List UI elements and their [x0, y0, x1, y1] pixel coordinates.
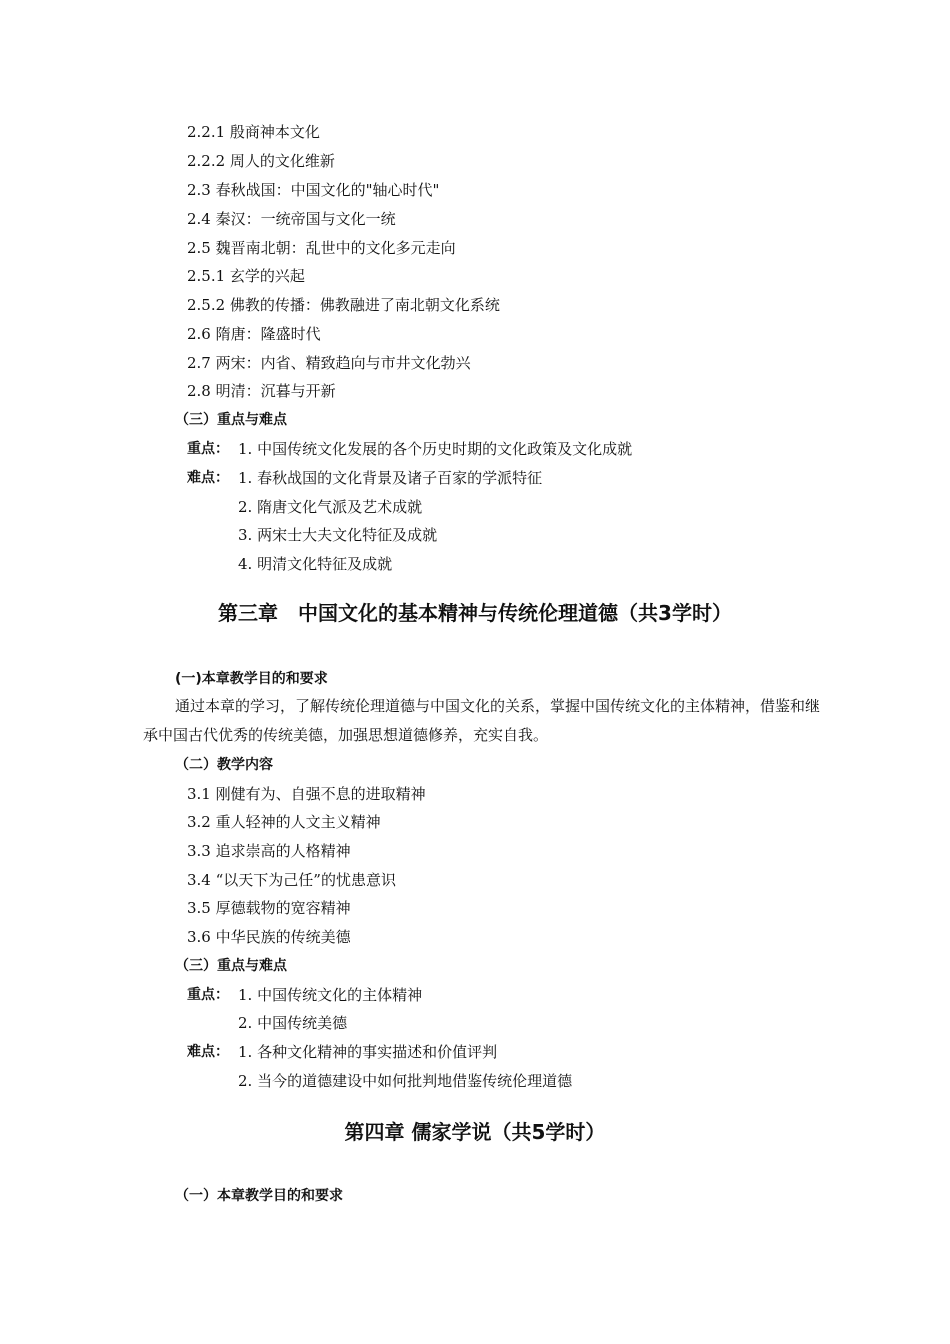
ch3-difficulty-item: 1. 各种文化精神的事实描述和价值评判	[238, 1043, 498, 1061]
ch2-item: 2.8 明清：沉暮与开新	[187, 382, 336, 400]
chapter-4-title: 第四章 儒家学说（共5学时）	[344, 1120, 606, 1144]
ch2-item: 2.5 魏晋南北朝：乱世中的文化多元走向	[187, 239, 456, 257]
ch3-key-heading: （三）重点与难点	[175, 958, 287, 974]
ch3-focus-label: 重点：	[187, 987, 229, 1003]
ch3-item: 3.4 “以天下为己任”的忧患意识	[187, 871, 396, 889]
ch2-item: 2.5.1 玄学的兴起	[187, 267, 305, 285]
ch2-difficulty-item: 2. 隋唐文化气派及艺术成就	[238, 498, 423, 516]
ch3-item: 3.3 追求崇高的人格精神	[187, 842, 351, 860]
ch2-key-heading: （三）重点与难点	[175, 412, 287, 428]
ch3-item: 3.6 中华民族的传统美德	[187, 928, 351, 946]
ch2-difficulty-label: 难点：	[187, 470, 229, 486]
ch4-objective-heading: （一）本章教学目的和要求	[175, 1188, 343, 1204]
ch2-item: 2.3 春秋战国：中国文化的"轴心时代"	[187, 181, 440, 199]
ch3-focus-item: 1. 中国传统文化的主体精神	[238, 986, 423, 1004]
ch2-item: 2.4 秦汉：一统帝国与文化一统	[187, 210, 396, 228]
ch2-item: 2.2.1 殷商神本文化	[187, 123, 320, 141]
ch3-focus-item: 2. 中国传统美德	[238, 1014, 348, 1032]
ch2-item: 2.2.2 周人的文化维新	[187, 152, 335, 170]
ch3-difficulty-label: 难点：	[187, 1044, 229, 1060]
ch2-focus-label: 重点：	[187, 441, 229, 457]
ch2-item: 2.7 两宋：内省、精致趋向与市井文化勃兴	[187, 354, 471, 372]
ch3-content-heading: （二）教学内容	[175, 757, 273, 773]
ch2-difficulty-item: 1. 春秋战国的文化背景及诸子百家的学派特征	[238, 469, 543, 487]
ch2-item: 2.6 隋唐：隆盛时代	[187, 325, 321, 343]
ch2-item: 2.5.2 佛教的传播：佛教融进了南北朝文化系统	[187, 296, 500, 314]
ch2-focus-item: 1. 中国传统文化发展的各个历史时期的文化政策及文化成就	[238, 440, 633, 458]
ch3-item: 3.5 厚德载物的宽容精神	[187, 899, 351, 917]
ch3-objective-heading: (一)本章教学目的和要求	[175, 671, 328, 687]
ch2-difficulty-item: 4. 明清文化特征及成就	[238, 555, 393, 573]
ch3-item: 3.1 刚健有为、自强不息的进取精神	[187, 785, 426, 803]
chapter-3-title: 第三章 中国文化的基本精神与传统伦理道德（共3学时）	[218, 601, 732, 625]
ch3-item: 3.2 重人轻神的人文主义精神	[187, 813, 381, 831]
ch3-difficulty-item: 2. 当今的道德建设中如何批判地借鉴传统伦理道德	[238, 1072, 573, 1090]
ch3-objective-text: 通过本章的学习，了解传统伦理道德与中国文化的关系，掌握中国传统文化的主体精神，借鉴和继承中国古代优秀的传统美德，加强思想道德修养，充实自我。	[143, 697, 821, 744]
ch2-difficulty-item: 3. 两宋士大夫文化特征及成就	[238, 526, 438, 544]
